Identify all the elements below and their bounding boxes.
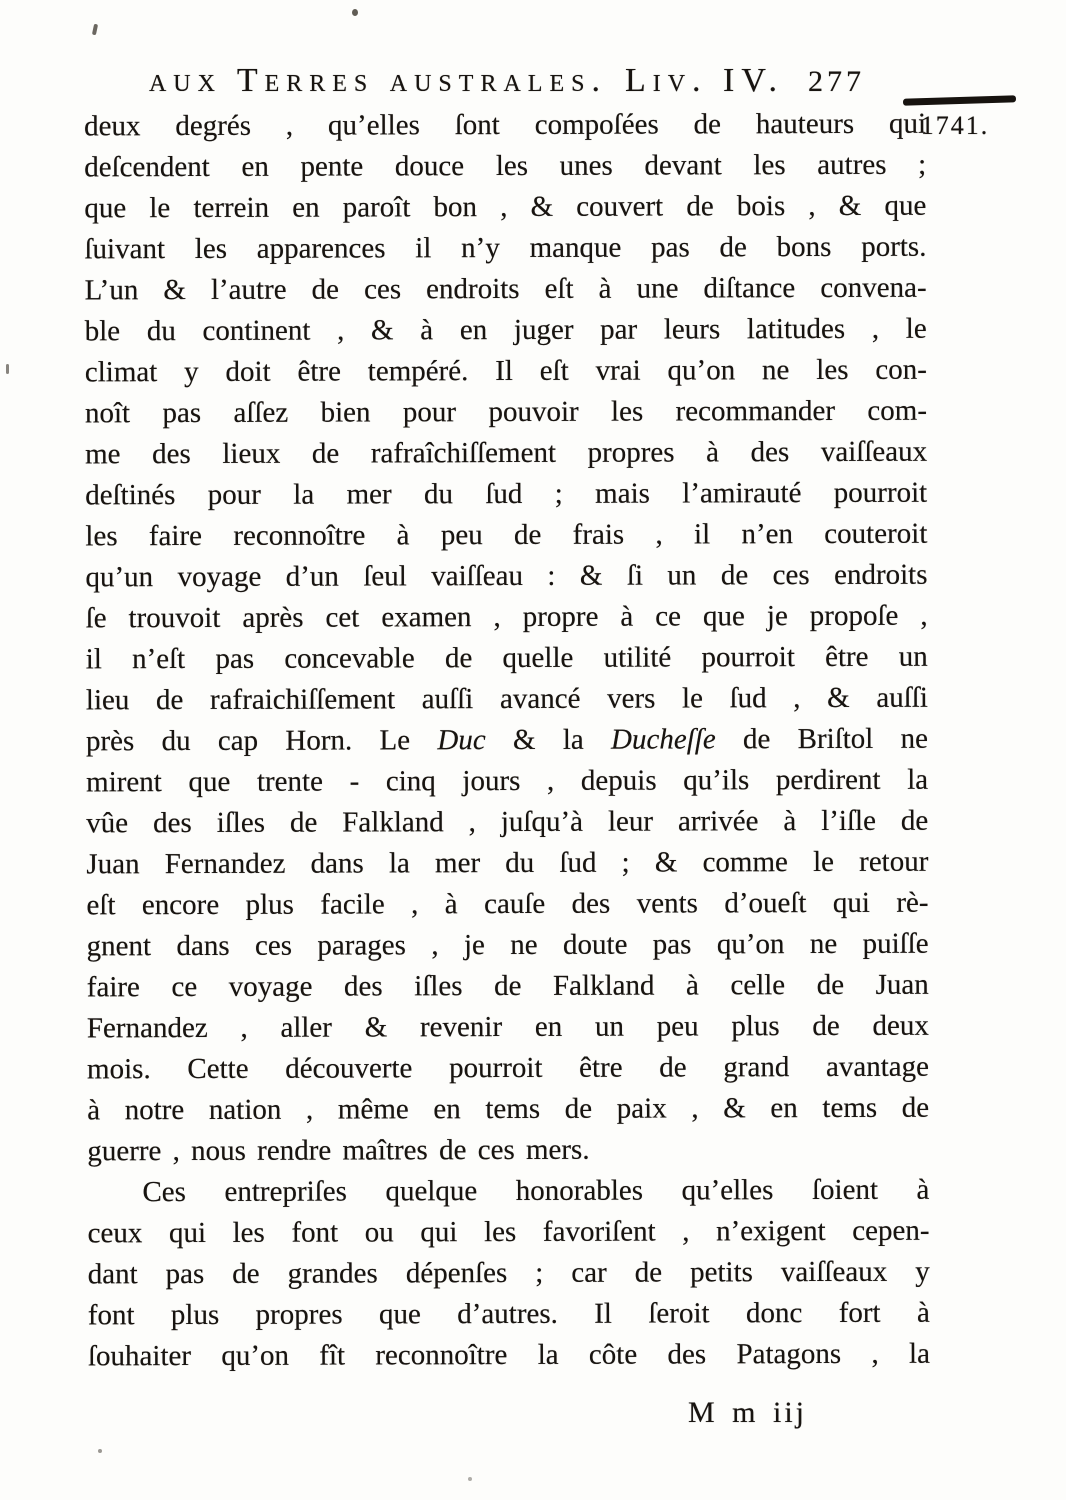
text-segment: noît pas aſſez bien pour pouvoir les recommander com- [84, 394, 928, 430]
text-line [85, 514, 927, 558]
text-segment: Ces entrepriſes quelque honorables qu’elles ſoient à [142, 1173, 930, 1209]
catchword: M m iij [688, 1396, 808, 1429]
text-line [85, 432, 927, 476]
text-segment: & la [485, 723, 612, 757]
text-segment: près du cap Horn. Le [85, 724, 438, 758]
text-segment: dant pas de grandes dépenſes ; car de petits vaiſſeaux y [87, 1255, 930, 1291]
text-line [84, 227, 926, 271]
text-block [84, 104, 930, 1378]
book-chapter-label: Liv. IV. [624, 62, 785, 99]
text-segment: qu’un voyage d’un ſeul vaiſſeau : & ſi un de ces endroits [85, 558, 928, 594]
text-segment: il n’eſt pas concevable de quelle utilité pourroit être un [85, 640, 928, 676]
text-segment: eſt encore plus facile , à cauſe des vents d’oueſt qui rè- [86, 886, 929, 922]
italic-text-segment: Duc [437, 724, 486, 757]
text-line [86, 883, 928, 927]
text-segment: Juan Fernandez dans la mer du ſud ; & comme le retour [86, 845, 929, 881]
text-segment: ſuivant les apparences il n’y manque pas de bons ports. [84, 230, 927, 266]
text-line [84, 145, 926, 189]
running-title: aux Terres australes. [148, 62, 607, 99]
text-line [87, 1129, 929, 1173]
running-header [86, 62, 928, 100]
text-segment: lieu de rafraichiſſement auſſi avancé vers le ſud , & auſſi [85, 681, 928, 717]
text-segment: vûe des iſles de Falkland , juſqu’à leur arrivée à l’iſle de [86, 804, 929, 840]
scan-speck [468, 1477, 472, 1481]
text-line [85, 350, 927, 394]
text-line [85, 309, 927, 353]
text-line [87, 1170, 929, 1214]
scan-speck [6, 364, 9, 374]
text-segment: font plus propres que d’autres. Il ſeroit donc fort à [87, 1296, 930, 1332]
text-line [87, 924, 929, 968]
text-segment: faire ce voyage des iſles de Falkland à celle de Juan [86, 968, 929, 1004]
text-line [86, 678, 928, 722]
text-segment: me des lieux de rafraîchiſſement propres à des vaiſſeaux [85, 435, 928, 471]
text-line [84, 186, 926, 230]
text-segment: deſcendent en pente douce les unes devant les autres ; [84, 148, 927, 184]
text-line [87, 1211, 929, 1255]
text-segment: les faire reconnoître à peu de frais , il n’en couteroit [85, 517, 928, 553]
text-segment: guerre , nous rendre maîtres de ces mers. [87, 1133, 590, 1168]
text-line [87, 1047, 929, 1091]
text-line [85, 268, 927, 312]
text-segment: L’un & l’autre de ces endroits eſt à une diſtance convena- [84, 271, 927, 307]
italic-text-segment: Ducheſſe [610, 723, 716, 756]
text-line [85, 391, 927, 435]
scan-speck [92, 24, 98, 36]
text-segment: que le terrein en paroît bon , & couvert de bois , & que [84, 189, 927, 225]
text-segment: climat y doit être tempéré. Il eſt vrai qu’on ne les con- [84, 353, 927, 389]
text-line [86, 760, 928, 804]
text-segment: Fernandez , aller & revenir en un peu plus de deux [86, 1009, 929, 1045]
text-line [86, 637, 928, 681]
text-line [88, 1293, 930, 1337]
text-line [85, 473, 927, 517]
text-segment: ble du continent , & à en juger par leurs latitudes , le [84, 312, 927, 348]
text-segment: gnent dans ces parages , je ne doute pas qu’on ne puiſſe [86, 927, 929, 963]
text-line [87, 1088, 929, 1132]
text-line [86, 842, 928, 886]
margin-year: 1741. [920, 111, 990, 140]
text-segment: ſe trouvoit après cet examen , propre à ce que je propoſe , [85, 599, 928, 635]
text-line [88, 1334, 930, 1378]
text-segment: mois. Cette découverte pourroit être de grand avantage [86, 1050, 930, 1086]
text-line [86, 596, 928, 640]
text-segment: deſtinés pour la mer du ſud ; mais l’amirauté pourroit [85, 476, 928, 512]
text-line [87, 1006, 929, 1050]
text-segment: ceux qui les font ou qui les favoriſent , n’exigent cepen- [87, 1214, 930, 1250]
text-segment: mirent que trente - cinq jours , depuis qu’ils perdirent la [86, 763, 929, 799]
page-number: 277 [808, 65, 866, 98]
text-line [87, 965, 929, 1009]
text-line [86, 801, 928, 845]
scan-speck [98, 1449, 102, 1453]
text-line [86, 719, 928, 763]
text-segment: deux degrés , qu’elles ſont compoſées de hauteurs qui [84, 107, 927, 143]
text-line [88, 1252, 930, 1296]
text-segment: à notre nation , même en tems de paix , & en tems de [87, 1091, 930, 1127]
text-line [84, 104, 926, 148]
text-line [85, 555, 927, 599]
scan-speck [352, 9, 358, 16]
text-segment: ſouhaiter qu’on fît reconnoître la côte des Patagons , la [87, 1337, 930, 1373]
text-segment: de Briſtol ne [715, 722, 929, 756]
